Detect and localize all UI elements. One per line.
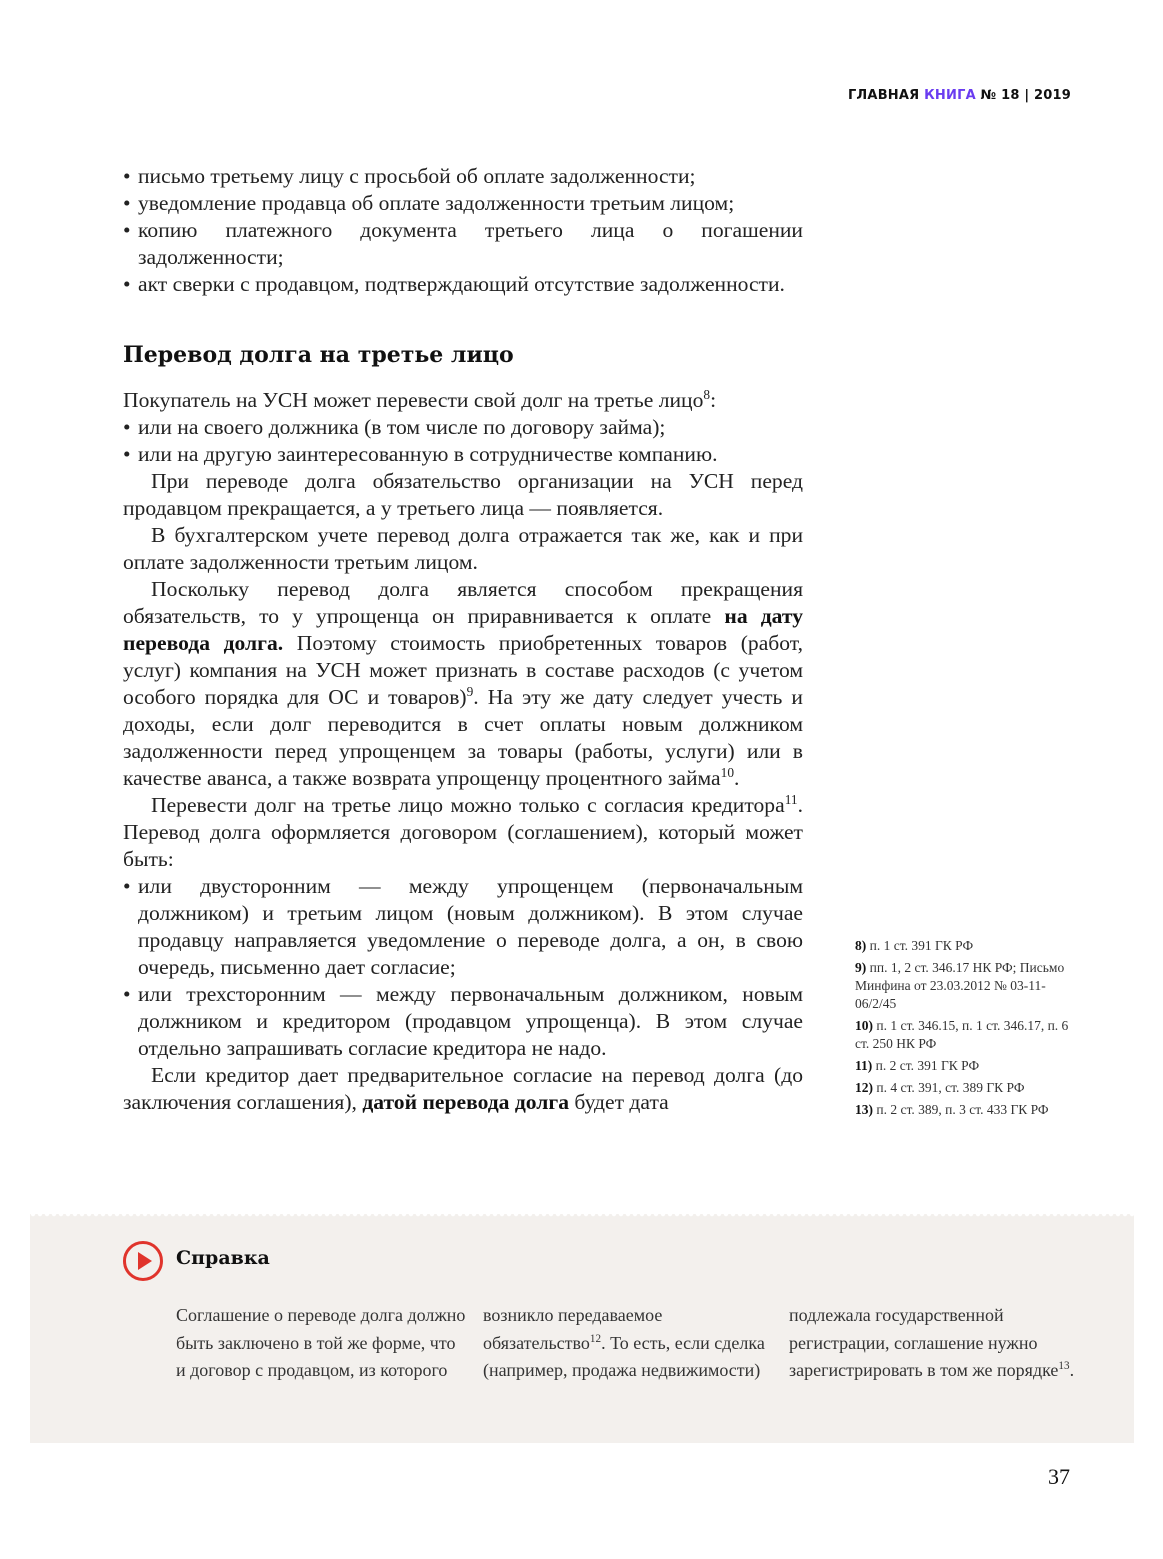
- emphasis: на дату перевода долга.: [123, 604, 804, 655]
- brand-glavnaya: ГЛАВНАЯ: [847, 88, 925, 103]
- footnote-ref: 9: [466, 683, 474, 699]
- list-item: • или на своего должника (в том числе по договору займа);: [123, 414, 803, 441]
- perforated-edge: [30, 1211, 1134, 1217]
- footnote-ref: 13: [1058, 1360, 1070, 1372]
- brand-kniga: КНИГА: [924, 88, 976, 103]
- play-circle-icon: [122, 1240, 164, 1282]
- running-header: [848, 88, 1071, 103]
- list-item: • письмо третьему лицу с просьбой об оплате задолженности;: [123, 163, 803, 190]
- footnote: 8) п. 1 ст. 391 ГК РФ: [855, 938, 974, 953]
- list-item: • или двусторонним — между упрощенцем (первоначальным должником) и третьим лицом (новым должником). В этом случае продавцу направляется уведомление о переводе долга, а он, в свою очередь, письменно дает согласие;: [123, 873, 803, 981]
- footnote-ref: 8: [703, 386, 711, 402]
- footnotes: [855, 937, 1075, 1123]
- document-list: [123, 163, 803, 298]
- footnote-ref: 10: [720, 764, 735, 780]
- spravka-column: возникло передаваемое обязательство$^{12}$. То есть, если сделка (например, продажа недвижимости): [483, 1305, 765, 1380]
- main-column: [123, 163, 803, 1116]
- list-item: • уведомление продавца об оплате задолженности третьим лицом;: [123, 190, 803, 217]
- list-item: • или на другую заинтересованную в сотрудничестве компанию.: [123, 441, 803, 468]
- footnote-ref: 11: [784, 791, 798, 807]
- footnote: 11) п. 2 ст. 391 ГК РФ: [855, 1058, 980, 1073]
- paragraph: Поскольку перевод долга является способом прекращения обязательств, то у упрощенца он приравнивается к оплате на дату перевода долга. Поэтому стоимость приобретенных товаров (работ, услуг) компания на УСН может признать в составе расходов (с учетом особого порядка для ОС и товаров)$^9$. На эту же дату следует учесть и доходы, если долг переводится в счет оплаты новым должником задолженности перед упрощенцем за товары (работы, услуги) или в качестве аванса, а также возврата упрощенцу процентного займа$^{10}$.: [123, 577, 804, 790]
- paragraph: Если кредитор дает предварительное согласие на перевод долга (до заключения соглашения), датой перевода долга будет дата: [123, 1063, 803, 1114]
- emphasis: датой перевода долга: [362, 1090, 570, 1114]
- spravka-column: подлежала государственной регистрации, соглашение нужно зарегистрировать в том же порядке$^{13}$.: [789, 1305, 1075, 1380]
- page-number: 37: [1048, 1464, 1070, 1489]
- paragraph: Перевести долг на третье лицо можно только с согласия кредитора$^{11}$. Перевод долга оформляется договором (соглашением), который может быть:: [123, 791, 803, 871]
- footnote-ref: 12: [589, 1332, 602, 1345]
- footnote: 13) п. 2 ст. 389, п. 3 ст. 433 ГК РФ: [855, 1102, 1049, 1117]
- list-item: • или трехсторонним — между первоначальным должником, новым должником и кредитором (продавцом упрощенца). В этом случае отдельно запрашивать согласие кредитора не надо.: [123, 981, 803, 1062]
- spravka-column: Соглашение о переводе долга должно быть заключено в той же форме, что и договор с продавцом, из которого: [176, 1305, 466, 1380]
- spravka-box: [30, 1214, 1134, 1443]
- list-item: • копию платежного документа третьего лица о погашении задолженности;: [123, 217, 803, 271]
- spravka-title: Справка: [176, 1247, 270, 1269]
- section-heading: Перевод долга на третье лицо: [123, 342, 514, 368]
- footnote: 9) пп. 1, 2 ст. 346.17 НК РФ; Письмо Минфина от 23.03.2012 № 03-11-06/2/45: [855, 960, 1065, 1011]
- intro-paragraph: Покупатель на УСН может перевести свой долг на третье лицо$^8$:: [123, 386, 717, 412]
- footnote: 10) п. 1 ст. 346.15, п. 1 ст. 346.17, п. 6 ст. 250 НК РФ: [855, 1018, 1069, 1051]
- list-item: • акт сверки с продавцом, подтверждающий отсутствие задолженности.: [123, 271, 803, 298]
- paragraph: При переводе долга обязательство организации на УСН перед продавцом прекращается, а у третьего лица — появляется.: [123, 469, 803, 520]
- footnote: 12) п. 4 ст. 391, ст. 389 ГК РФ: [855, 1080, 1025, 1095]
- intro-list: [123, 414, 803, 468]
- issue-info: № 18 | 2019: [975, 88, 1071, 103]
- paragraph: В бухгалтерском учете перевод долга отражается так же, как и при оплате задолженности третьим лицом.: [123, 523, 803, 574]
- agreement-type-list: [123, 873, 803, 1062]
